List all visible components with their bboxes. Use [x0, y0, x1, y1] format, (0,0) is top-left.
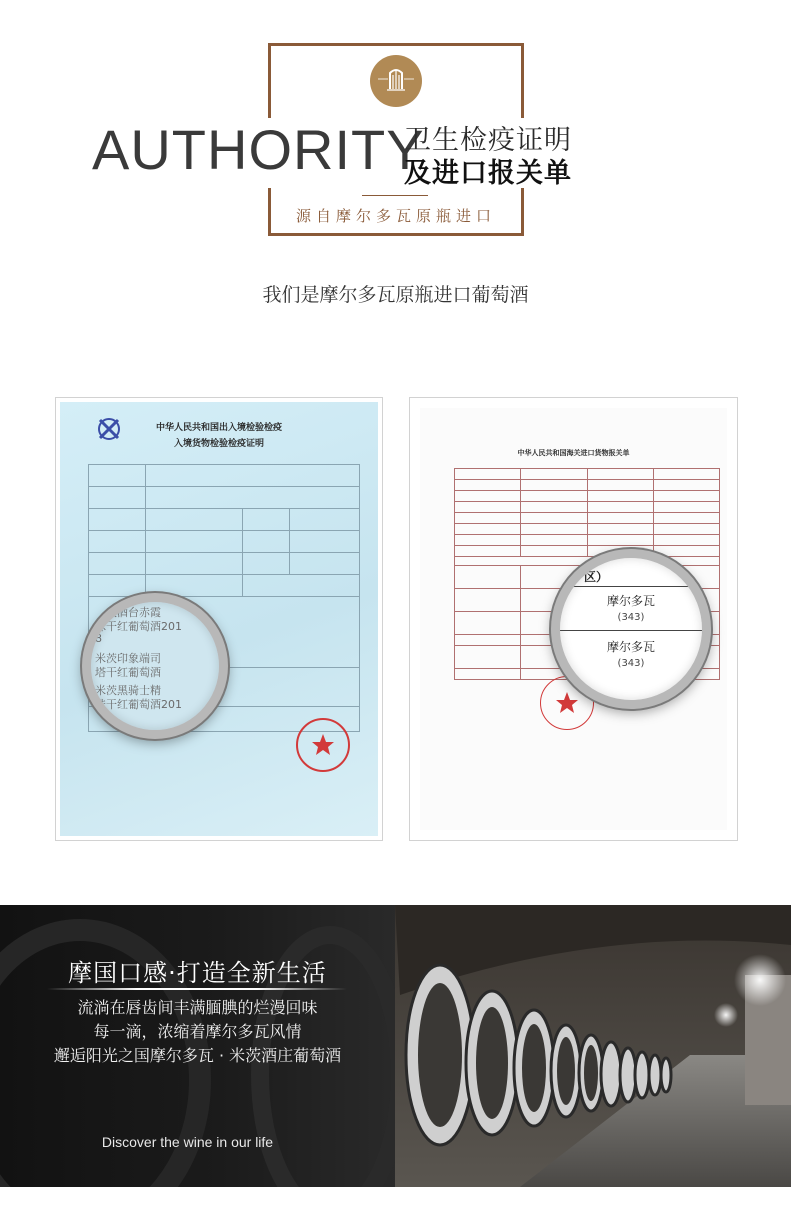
magnified-code: (343) — [617, 612, 645, 623]
magnified-code: (343) — [617, 658, 645, 669]
red-seal-stamp — [296, 718, 350, 772]
magnified-line: 塔干红葡萄酒 — [95, 666, 161, 679]
magnifier-customs — [551, 549, 711, 709]
magnified-line: 米茨印象端司 — [95, 652, 161, 665]
magnified-line: 8 — [95, 632, 102, 645]
magnified-rule — [560, 586, 702, 587]
tagline: 我们是摩尔多瓦原瓶进口葡萄酒 — [262, 284, 529, 306]
magnified-country: 摩尔多瓦 — [606, 640, 655, 654]
magnified-header: 区） — [584, 570, 609, 584]
banner-title: 摩国口感·打造全新生活 — [68, 959, 327, 987]
header-subtitle: 源自摩尔多瓦原瓶进口 — [295, 207, 496, 225]
cellar-banner — [0, 905, 791, 1187]
subtitle-divider — [362, 195, 428, 196]
inspection-title-line2: 入境货物检验检疫证明 — [173, 439, 264, 449]
banner-english-slogan: Discover the wine in our life — [101, 1134, 274, 1150]
magnified-line: 珠干红葡萄酒201 — [95, 620, 182, 633]
magnified-line: 米茨酒台赤霞 — [95, 606, 161, 619]
magnified-country: 摩尔多瓦 — [606, 594, 655, 608]
magnifier-inspection — [82, 593, 228, 739]
magnified-line: 米茨黑骑士精 — [95, 684, 161, 697]
inspection-title-line1: 中华人民共和国出入境检验检疫 — [155, 423, 282, 433]
magnified-line: 珠干红葡萄酒201 — [95, 698, 182, 711]
cn-title-line1: 卫生检疫证明 — [404, 125, 572, 156]
customs-title: 中华人民共和国海关进口货物报关单 — [517, 449, 630, 457]
english-title: AUTHORITY — [92, 118, 425, 181]
banner-line-2: 每一滴，浓缩着摩尔多瓦风情 — [93, 1022, 302, 1041]
banner-title-underline — [47, 988, 347, 990]
crest-icon — [370, 55, 422, 107]
magnified-rule — [560, 630, 702, 631]
banner-line-3: 邂逅阳光之国摩尔多瓦 · 米茨酒庄葡萄酒 — [53, 1046, 342, 1065]
cn-title-line2: 及进口报关单 — [404, 158, 572, 189]
banner-line-1: 流淌在唇齿间丰满腼腆的烂漫回味 — [77, 998, 318, 1017]
